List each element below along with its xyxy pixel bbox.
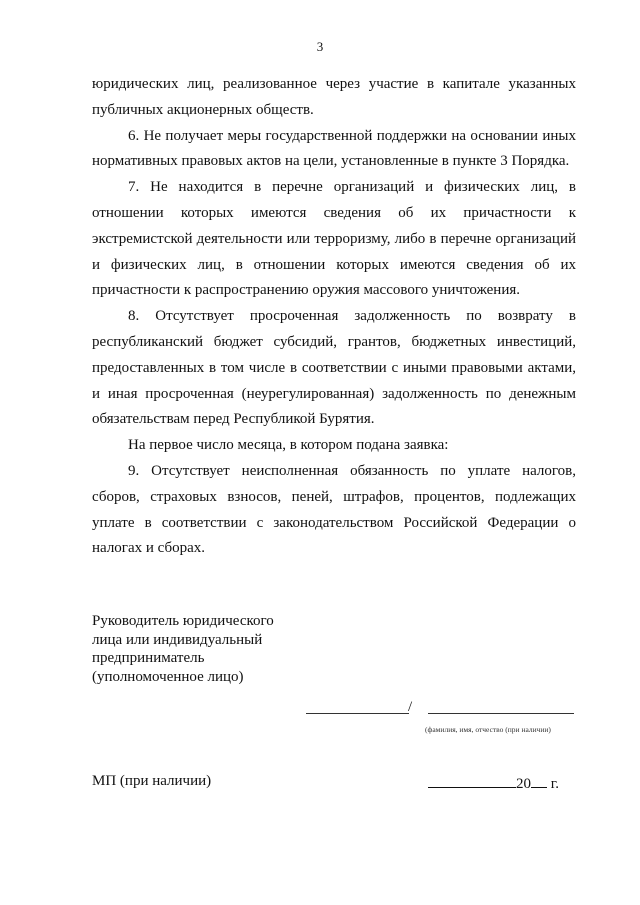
stamp-label: МП (при наличии)	[92, 773, 212, 789]
date-year-prefix: 20	[516, 776, 531, 792]
date-day-month-blank	[428, 772, 516, 788]
page-number: 3	[316, 39, 324, 54]
signer-line: лица или индивидуальный	[92, 631, 263, 648]
signer-line: (уполномоченное лицо)	[92, 668, 244, 685]
paragraph-item-8: 8. Отсутствует просроченная задолженность по возврату в республиканский бюджет субсидий, грантов, бюджетных инвестиций, предоставленных в том числе в соответствии с иными правовыми актами, и иная просроченная (неурегулированная) задолженность по денежным обязательствам перед Республикой Бурятия.	[92, 308, 576, 428]
date-field	[428, 772, 559, 793]
name-line	[428, 713, 574, 714]
paragraph-continuation: юридических лиц, реализованное через участие в капитале указанных публичных акционерных обществ.	[92, 76, 576, 118]
name-caption: (фамилия, имя, отчество (при наличии)	[425, 725, 551, 734]
signature-line	[306, 713, 409, 714]
paragraph-item-7: 7. Не находится в перечне организаций и физических лиц, в отношении которых имеются сведения об их причастности к экстремистской деятельности или терроризму, либо в перечне организаций и физических лиц, в отношении которых имеются сведения об их причастности к распространению оружия массового уничтожения.	[92, 179, 576, 299]
signer-title	[92, 612, 332, 686]
date-year-blank	[531, 772, 547, 788]
signer-line: предприниматель	[92, 650, 205, 666]
document-body	[92, 72, 576, 562]
paragraph-first-of-month: На первое число месяца, в котором подана заявка:	[128, 437, 449, 454]
signer-line: Руководитель юридического	[92, 613, 274, 629]
paragraph-item-9: 9. Отсутствует неисполненная обязанность по уплате налогов, сборов, страховых взносов, пеней, штрафов, процентов, подлежащих уплате в соответствии с законодательством Российской Федерации о налогах и сборах.	[92, 462, 576, 557]
paragraph-item-6: 6. Не получает меры государственной поддержки на основании иных нормативных правовых актов на цели, установленные в пункте 3 Порядка.	[92, 127, 576, 170]
signature-separator: /	[408, 699, 413, 715]
date-suffix: г.	[550, 776, 559, 792]
